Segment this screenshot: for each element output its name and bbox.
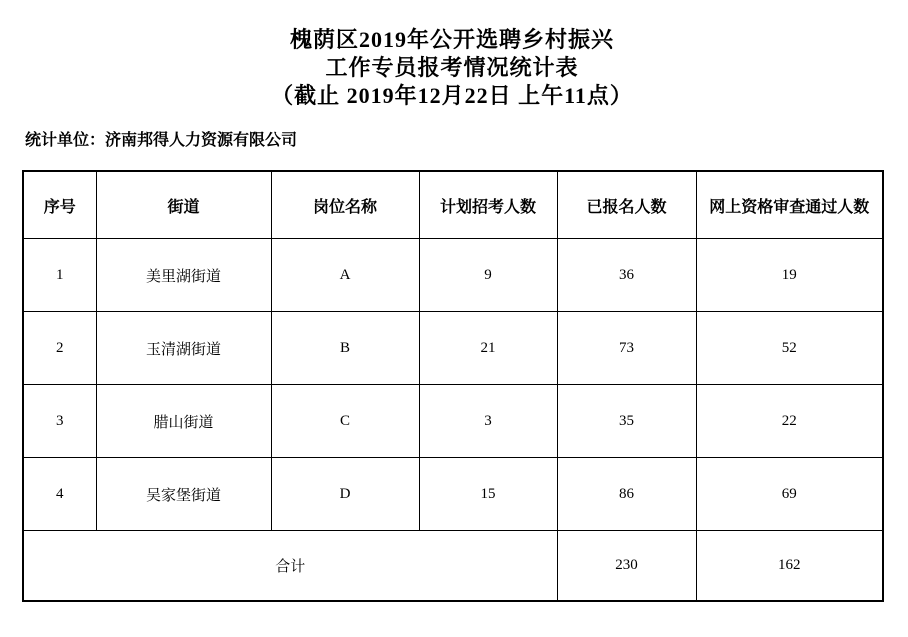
cell-street: 美里湖街道 — [96, 239, 271, 312]
total-row — [23, 531, 883, 602]
cell-post: C — [271, 385, 419, 458]
cell-planned: 15 — [419, 458, 557, 531]
cell-street: 吴家堡街道 — [96, 458, 271, 531]
table-row — [23, 458, 883, 531]
cell-qualified: 19 — [696, 239, 883, 312]
col-header-qualified-count: 网上资格审查通过人数 — [696, 171, 883, 239]
cell-registered: 73 — [557, 312, 696, 385]
page-title-line-1: 槐荫区2019年公开选聘乡村振兴 — [289, 27, 614, 52]
total-qualified-count: 162 — [696, 531, 883, 602]
cell-serial: 3 — [23, 385, 96, 458]
cell-qualified: 69 — [696, 458, 883, 531]
table-row — [23, 239, 883, 312]
col-header-serial-number: 序号 — [23, 171, 96, 239]
col-header-post-name: 岗位名称 — [271, 171, 419, 239]
total-label: 合计 — [23, 531, 557, 602]
cell-serial: 1 — [23, 239, 96, 312]
cell-post: D — [271, 458, 419, 531]
cell-registered: 36 — [557, 239, 696, 312]
header-row — [23, 171, 883, 239]
cell-post: B — [271, 312, 419, 385]
recruitment-stats-table — [22, 170, 884, 602]
cell-registered: 35 — [557, 385, 696, 458]
cell-serial: 2 — [23, 312, 96, 385]
total-registered-count: 230 — [557, 531, 696, 602]
cell-street: 玉清湖街道 — [96, 312, 271, 385]
cell-planned: 21 — [419, 312, 557, 385]
cell-post: A — [271, 239, 419, 312]
table-row — [23, 312, 883, 385]
cell-street: 腊山街道 — [96, 385, 271, 458]
col-header-planned-count: 计划招考人数 — [419, 171, 557, 239]
col-header-street: 街道 — [96, 171, 271, 239]
cell-serial: 4 — [23, 458, 96, 531]
cell-planned: 9 — [419, 239, 557, 312]
page-title-line-3: （截止 2019年12月22日 上午11点） — [271, 83, 633, 108]
statistics-source-label: 统计单位：济南邦得人力资源有限公司 — [25, 132, 298, 149]
cell-registered: 86 — [557, 458, 696, 531]
col-header-registered-count: 已报名人数 — [557, 171, 696, 239]
page-title-line-2: 工作专员报考情况统计表 — [325, 55, 579, 80]
cell-qualified: 22 — [696, 385, 883, 458]
cell-qualified: 52 — [696, 312, 883, 385]
page-title — [22, 26, 882, 110]
table-row — [23, 385, 883, 458]
cell-planned: 3 — [419, 385, 557, 458]
